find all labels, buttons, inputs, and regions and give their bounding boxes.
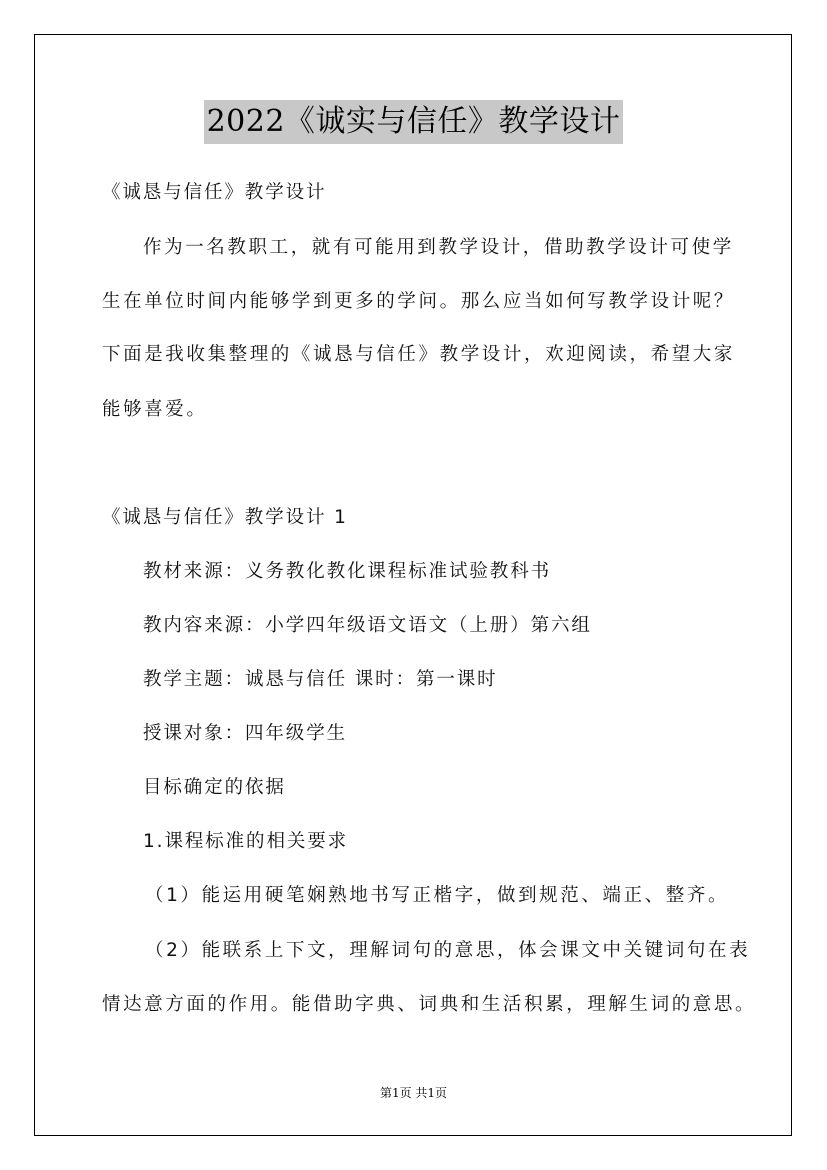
info-line: 教材来源：义务教化教化课程标准试验教科书 <box>143 561 552 582</box>
requirement-line: （2）能联系上下文，理解词句的意思，体会课文中关键词句在表 <box>145 940 751 961</box>
section-title: 《诚恳与信任》教学设计 1 <box>102 507 348 528</box>
requirement-line: 情达意方面的作用。能借助字典、词典和生活积累，理解生词的意思。 <box>102 994 757 1015</box>
info-line: 教学主题：诚恳与信任 课时：第一课时 <box>143 669 498 690</box>
title-container <box>0 100 827 144</box>
info-line: 1.课程标准的相关要求 <box>143 831 349 852</box>
intro-line: 作为一名教职工，就有可能用到教学设计，借助教学设计可使学 <box>143 237 734 258</box>
intro-line: 生在单位时间内能够学到更多的学问。那么应当如何写教学设计呢？ <box>102 291 736 312</box>
intro-line: 能够喜爱。 <box>102 399 208 420</box>
document-title: 2022《诚实与信任》教学设计 <box>204 100 624 144</box>
subtitle: 《诚恳与信任》教学设计 <box>102 182 327 203</box>
info-line: 教内容来源：小学四年级语文语文（上册）第六组 <box>143 615 592 636</box>
requirement-line: （1）能运用硬笔娴熟地书写正楷字，做到规范、端正、整齐。 <box>145 885 730 906</box>
info-line: 目标确定的依据 <box>143 777 286 798</box>
info-line: 授课对象：四年级学生 <box>143 723 348 744</box>
intro-line: 下面是我收集整理的《诚恳与信任》教学设计，欢迎阅读，希望大家 <box>102 344 736 365</box>
page-footer: 第1页 共1页 <box>379 1086 448 1100</box>
